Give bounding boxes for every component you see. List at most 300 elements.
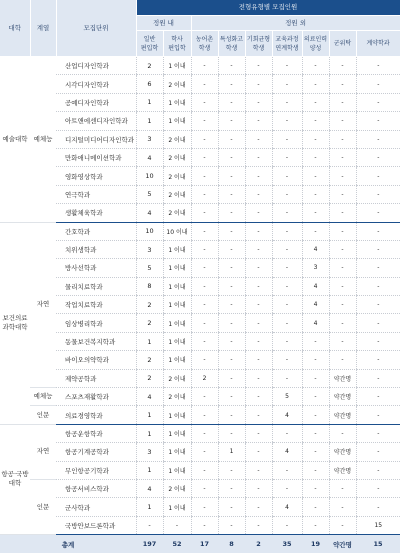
quota-value: - [245,167,272,185]
quota-value: - [272,277,302,295]
department-name: 제약공학과 [56,369,136,387]
quota-value: - [272,57,302,75]
quota-value: - [191,351,218,369]
quota-value: - [218,369,245,387]
quota-value: 1 이내 [163,314,191,332]
quota-value: - [191,167,218,185]
quota-value: 1 이내 [163,461,191,479]
quota-value: 8 [136,277,163,295]
quota-value: 5 [136,259,163,277]
quota-value: 1 이내 [163,112,191,130]
quota-value: 3 [136,130,163,148]
quota-value: - [329,516,356,534]
quota-value: - [356,498,400,516]
department-name: 아트앤에센디자인학과 [56,112,136,130]
quota-value: - [356,185,400,203]
quota-value: - [329,185,356,203]
department-name: 연극학과 [56,185,136,203]
quota-value: - [136,516,163,534]
quota-value: - [272,167,302,185]
quota-value: - [356,296,400,314]
quota-value: - [218,185,245,203]
quota-value: - [218,75,245,93]
quota-value: - [356,167,400,185]
quota-value: - [218,259,245,277]
quota-value: 1 [136,93,163,111]
quota-value: 2 이내 [163,185,191,203]
quota-value: - [191,443,218,461]
department-name: 간호학과 [56,222,136,240]
quota-value: 2 [191,369,218,387]
quota-value: - [356,112,400,130]
quota-value: - [218,516,245,534]
quota-value: - [272,222,302,240]
quota-value: - [218,296,245,314]
quota-value: - [356,148,400,166]
quota-value: 4 [302,314,329,332]
table-row [0,332,400,350]
quota-value: 1 이내 [163,424,191,442]
quota-value: - [302,461,329,479]
table-row [0,406,400,424]
quota-value: 3 [136,443,163,461]
quota-value: - [356,443,400,461]
quota-value: - [191,130,218,148]
quota-value: - [245,388,272,406]
quota-value: - [218,314,245,332]
department-name: 동물보건복지학과 [56,332,136,350]
quota-value: - [356,388,400,406]
header-col-0: 일반 편입학 [136,31,163,57]
quota-value: - [272,424,302,442]
department-name: 시각디자인학과 [56,75,136,93]
quota-value: - [191,461,218,479]
quota-value: - [329,479,356,497]
department-name: 생활체육학과 [56,204,136,222]
quota-value: 1 이내 [163,443,191,461]
quota-value: - [245,222,272,240]
quota-value: - [218,498,245,516]
table-row [0,314,400,332]
table-row [0,479,400,497]
quota-value: - [302,369,329,387]
quota-value: - [356,406,400,424]
table-row [0,167,400,185]
quota-value: - [272,351,302,369]
quota-value: - [272,516,302,534]
table-row [0,57,400,75]
quota-value: - [329,167,356,185]
table-row [0,112,400,130]
quota-value: 1 이내 [163,240,191,258]
quota-value: 15 [356,516,400,534]
quota-value: - [191,185,218,203]
quota-value: 1 이내 [163,57,191,75]
college-cell: 항공·국방 대학 [0,424,30,534]
quota-value: 2 이내 [163,130,191,148]
quota-value: 10 이내 [163,222,191,240]
total-value: 52 [163,535,191,553]
quota-value: - [302,406,329,424]
quota-value: - [302,204,329,222]
table-row [0,222,400,240]
quota-value: - [191,388,218,406]
quota-value: - [218,406,245,424]
quota-value: - [302,130,329,148]
quota-value: - [329,222,356,240]
quota-value: 4 [272,443,302,461]
department-name: 치위생학과 [56,240,136,258]
quota-value: - [245,351,272,369]
quota-value: - [302,351,329,369]
quota-value: - [191,112,218,130]
quota-value: - [329,424,356,442]
quota-value: 약간명 [329,461,356,479]
quota-value: - [245,204,272,222]
quota-value: - [329,148,356,166]
quota-value: - [329,112,356,130]
quota-value: 2 이내 [163,148,191,166]
quota-value: 1 이내 [163,498,191,516]
quota-value: - [191,406,218,424]
table-row [0,296,400,314]
college-cell: 예술대학 [0,57,30,223]
quota-value: 1 [218,443,245,461]
quota-value: - [356,479,400,497]
quota-value: - [245,259,272,277]
quota-value: - [191,479,218,497]
quota-value: 4 [136,388,163,406]
department-name: 방사선학과 [56,259,136,277]
quota-value: 4 [272,498,302,516]
quota-value: - [218,167,245,185]
quota-value: - [329,130,356,148]
quota-value: 4 [302,240,329,258]
quota-value: - [272,296,302,314]
quota-value: - [191,75,218,93]
quota-value: - [272,369,302,387]
department-name: 임상병리학과 [56,314,136,332]
quota-value: 1 이내 [163,296,191,314]
department-name: 국방안보드론학과 [56,516,136,534]
quota-value: 2 [136,57,163,75]
table-row [0,130,400,148]
quota-value: - [191,240,218,258]
track-cell: 자연 [30,424,56,479]
quota-value: - [329,204,356,222]
department-name: 영화영상학과 [56,167,136,185]
quota-value: 3 [302,259,329,277]
quota-value: - [329,296,356,314]
header-college: 대학 [0,0,30,57]
quota-value: - [356,130,400,148]
quota-value: 3 [136,240,163,258]
department-name: 의료경영학과 [56,406,136,424]
quota-value: - [329,351,356,369]
quota-value: 약간명 [329,443,356,461]
department-name: 작업치료학과 [56,296,136,314]
table-row [0,369,400,387]
track-cell: 인문 [30,406,56,424]
quota-value: - [245,369,272,387]
quota-value: 4 [136,204,163,222]
quota-value: 2 이내 [163,75,191,93]
quota-value: 4 [136,479,163,497]
quota-value: 2 이내 [163,204,191,222]
table-row [0,93,400,111]
quota-value: 약간명 [329,406,356,424]
header-unit: 모집단위 [56,0,136,57]
quota-value: - [218,332,245,350]
quota-value: - [329,277,356,295]
department-name: 무인항공기학과 [56,461,136,479]
quota-value: - [191,424,218,442]
quota-value: - [191,296,218,314]
quota-value: - [329,259,356,277]
quota-value: - [356,259,400,277]
header-in-quota: 정원 내 [136,16,191,31]
quota-value: - [191,314,218,332]
quota-value: - [356,277,400,295]
quota-value: - [302,332,329,350]
header-col-1: 학사 편입학 [163,31,191,57]
quota-value: - [272,148,302,166]
quota-value: - [272,112,302,130]
table-row [0,498,400,516]
total-row [0,535,400,553]
quota-value: - [191,57,218,75]
quota-value: - [245,498,272,516]
quota-value: - [191,498,218,516]
table-body [0,57,400,553]
quota-value: - [356,93,400,111]
quota-value: - [329,57,356,75]
quota-value: - [272,461,302,479]
quota-value: - [302,148,329,166]
quota-value: - [356,222,400,240]
total-value: 19 [302,535,329,553]
total-value: 약간명 [329,535,356,553]
department-name: 물리치료학과 [56,277,136,295]
quota-value: - [302,498,329,516]
quota-value: - [218,204,245,222]
table-row [0,75,400,93]
quota-value: - [245,424,272,442]
quota-value: 2 이내 [163,388,191,406]
quota-value: - [329,75,356,93]
department-name: 만화애니메이션학과 [56,148,136,166]
quota-value: - [272,240,302,258]
quota-value: - [302,479,329,497]
quota-value: - [272,130,302,148]
track-cell: 자연 [30,222,56,388]
table-row [0,443,400,461]
quota-value: - [191,332,218,350]
quota-value: - [302,57,329,75]
quota-value: - [218,112,245,130]
quota-value: 2 [136,369,163,387]
quota-value: - [302,93,329,111]
quota-value: 1 [136,406,163,424]
table-row [0,240,400,258]
department-name: 산업디자인학과 [56,57,136,75]
quota-value: - [356,332,400,350]
quota-value: - [218,277,245,295]
quota-value: - [218,351,245,369]
quota-value: - [191,516,218,534]
quota-value: - [356,424,400,442]
department-name: 항공기계공학과 [56,443,136,461]
department-name: 스포츠재활학과 [56,388,136,406]
quota-value: 1 이내 [163,93,191,111]
table-row [0,148,400,166]
quota-value: 4 [302,277,329,295]
quota-value: - [218,240,245,258]
header-col-4: 기회균형 학생 [245,31,272,57]
quota-value: 1 [136,332,163,350]
quota-value: - [302,424,329,442]
total-value: 35 [272,535,302,553]
track-cell: 예체능 [30,57,56,223]
department-name: 디지털미디어디자인학과 [56,130,136,148]
header-out-quota: 정원 외 [191,16,400,31]
track-cell: 예체능 [30,388,56,406]
header-col-6: 의료인력 양성 [302,31,329,57]
quota-value: - [245,516,272,534]
quota-value: - [245,296,272,314]
quota-value: - [245,277,272,295]
department-name: 항공운항학과 [56,424,136,442]
quota-value: - [245,314,272,332]
quota-value: 4 [272,406,302,424]
quota-value: - [302,112,329,130]
quota-value: 1 [136,112,163,130]
quota-value: - [191,259,218,277]
quota-value: - [218,93,245,111]
quota-value: - [245,240,272,258]
quota-value: - [245,112,272,130]
quota-value: 6 [136,75,163,93]
quota-value: 1 [136,498,163,516]
quota-value: - [163,516,191,534]
total-value: 2 [245,535,272,553]
quota-value: 10 [136,222,163,240]
table-header [0,0,400,57]
quota-value: - [302,167,329,185]
table-row [0,185,400,203]
quota-value: 1 이내 [163,277,191,295]
quota-value: - [245,332,272,350]
quota-value: - [356,351,400,369]
quota-value: - [329,314,356,332]
quota-value: 5 [272,388,302,406]
quota-value: 2 [136,351,163,369]
quota-value: 1 이내 [163,332,191,350]
quota-value: - [218,148,245,166]
quota-value: 1 [136,424,163,442]
quota-value: - [218,222,245,240]
quota-value: - [245,443,272,461]
quota-value: - [245,185,272,203]
department-name: 항공서비스학과 [56,479,136,497]
table-row [0,259,400,277]
quota-value: - [302,516,329,534]
department-name: 군사학과 [56,498,136,516]
quota-value: 2 이내 [163,479,191,497]
department-name: 공예디자인학과 [56,93,136,111]
table-row [0,388,400,406]
quota-value: - [302,388,329,406]
quota-value: - [245,75,272,93]
quota-value: - [218,479,245,497]
quota-value: 1 이내 [163,259,191,277]
quota-value: - [245,461,272,479]
quota-value: - [356,240,400,258]
quota-value: 10 [136,167,163,185]
quota-value: - [356,75,400,93]
quota-value: - [302,185,329,203]
quota-value: 2 이내 [163,369,191,387]
quota-value: - [329,93,356,111]
quota-value: - [272,185,302,203]
quota-value: - [356,369,400,387]
total-value: 15 [356,535,400,553]
header-band: 전형유형별 모집인원 [136,0,400,16]
quota-value: 약간명 [329,388,356,406]
quota-value: - [245,130,272,148]
department-name: 바이오의약학과 [56,351,136,369]
quota-value: - [302,222,329,240]
quota-value: - [356,461,400,479]
header-col-3: 특성화고 학생 [218,31,245,57]
quota-value: - [191,204,218,222]
quota-value: 5 [136,185,163,203]
quota-value: - [329,332,356,350]
total-value: 197 [136,535,163,553]
quota-value: - [245,148,272,166]
quota-value: - [245,57,272,75]
quota-value: - [272,259,302,277]
quota-value: 4 [302,296,329,314]
quota-value: 2 이내 [163,167,191,185]
table-row [0,424,400,442]
quota-value: - [356,57,400,75]
quota-value: - [272,204,302,222]
quota-value: - [218,461,245,479]
quota-value: - [191,277,218,295]
quota-value: - [272,479,302,497]
quota-value: - [272,332,302,350]
quota-value: - [191,93,218,111]
quota-value: - [245,406,272,424]
header-col-5: 교육과정 연계학생 [272,31,302,57]
quota-value: 2 [136,314,163,332]
total-label: 총계 [0,535,136,553]
quota-value: - [356,204,400,222]
quota-value: - [356,314,400,332]
quota-value: - [245,93,272,111]
quota-value: 1 이내 [163,406,191,424]
quota-value: - [272,314,302,332]
quota-value: 약간명 [329,369,356,387]
header-col-8: 계약학과 [356,31,400,57]
table-row [0,277,400,295]
header-col-2: 농어촌 학생 [191,31,218,57]
table-row [0,461,400,479]
quota-value: - [272,75,302,93]
quota-value: - [218,57,245,75]
quota-value: - [272,93,302,111]
